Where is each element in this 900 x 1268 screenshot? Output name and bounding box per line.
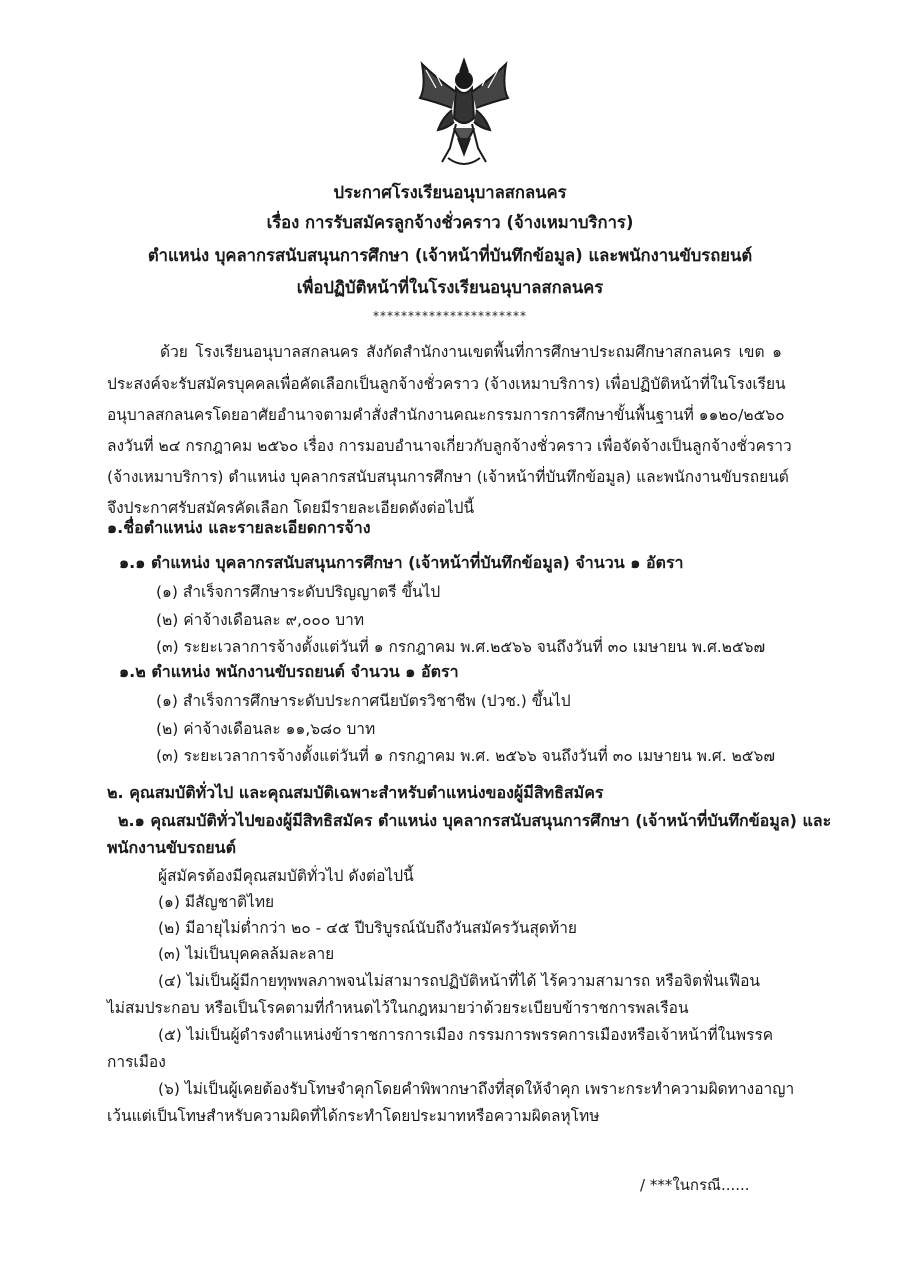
section-2-heading: ๒. คุณสมบัติทั่วไป และคุณสมบัติเฉพาะสำหรับตำแหน่งของผู้มีสิทธิสมัคร <box>107 783 604 802</box>
intro-line-4: ลงวันที่ ๒๔ กรกฎาคม ๒๕๖๐ เรื่อง การมอบอำนาจเกี่ยวกับลูกจ้างชั่วคราว เพื่อจัดจ้างเป็นลูกจ้างชั่วคราว <box>107 437 792 455</box>
position-2-item-3: (๓) ระยะเวลาการจ้างตั้งแต่วันที่ ๑ กรกฎาคม พ.ศ. ๒๕๖๖ จนถึงวันที่ ๓๐ เมษายน พ.ศ. ๒๕๖๗ <box>156 747 776 765</box>
qualification-4-line-2: ไม่สมประกอบ หรือเป็นโรคตามที่กำหนดไว้ในกฎหมายว่าด้วยระเบียบข้าราชการพลเรือน <box>107 999 689 1017</box>
qualification-5-line-2: การเมือง <box>107 1053 166 1071</box>
header-line-1: ประกาศโรงเรียนอนุบาลสกลนคร <box>333 183 567 202</box>
qualification-2: (๒) มีอายุไม่ต่ำกว่า ๒๐ - ๔๕ ปีบริบูรณ์นับถึงวันสมัครวันสุดท้าย <box>158 919 577 937</box>
section-2-1-title-line-2: พนักงานขับรถยนต์ <box>107 838 236 857</box>
position-1-item-3: (๓) ระยะเวลาการจ้างตั้งแต่วันที่ ๑ กรกฎาคม พ.ศ.๒๕๖๖ จนถึงวันที่ ๓๐ เมษายน พ.ศ.๒๕๖๗ <box>156 638 766 656</box>
intro-line-6: จึงประกาศรับสมัครคัดเลือก โดยมีรายละเอียดดังต่อไปนี้ <box>107 499 475 517</box>
intro-line-5: (จ้างเหมาบริการ) ตำแหน่ง บุคลากรสนับสนุนการศึกษา (เจ้าหน้าที่บันทึกข้อมูล) และพนักงานขับรถยนต์ <box>107 468 789 486</box>
header-line-3: ตำแหน่ง บุคลากรสนับสนุนการศึกษา (เจ้าหน้าที่บันทึกข้อมูล) และพนักงานขับรถยนต์ <box>147 246 753 265</box>
position-2-title: ๑.๒ ตำแหน่ง พนักงานขับรถยนต์ จำนวน ๑ อัตรา <box>119 662 459 681</box>
intro-line-2: ประสงค์จะรับสมัครบุคคลเพื่อคัดเลือกเป็นลูกจ้างชั่วคราว (จ้างเหมาบริการ) เพื่อปฏิบัติหน้าที่ในโรงเรียน <box>107 375 786 393</box>
qualification-6-line-1: (๖) ไม่เป็นผู้เคยต้องรับโทษจำคุกโดยคำพิพากษาถึงที่สุดให้จำคุก เพราะกระทำความผิดทางอาญา <box>158 1080 795 1098</box>
position-2-item-1: (๑) สำเร็จการศึกษาระดับประกาศนียบัตรวิชาชีพ (ปวช.) ขึ้นไป <box>156 692 571 710</box>
qualification-1: (๑) มีสัญชาติไทย <box>158 893 275 911</box>
header-line-2: เรื่อง การรับสมัครลูกจ้างชั่วคราว (จ้างเหมาบริการ) <box>266 213 634 232</box>
position-1-item-2: (๒) ค่าจ้างเดือนละ ๙,๐๐๐ บาท <box>156 611 365 629</box>
intro-line-1: ด้วย โรงเรียนอนุบาลสกลนคร สังกัดสำนักงานเขตพื้นที่การศึกษาประถมศึกษาสกลนคร เขต ๑ <box>160 343 782 361</box>
qualification-4-line-1: (๔) ไม่เป็นผู้มีกายทุพพลภาพจนไม่สามารถปฏิบัติหน้าที่ได้ ไร้ความสามารถ หรือจิตฟั่นเฟือน <box>158 972 760 990</box>
position-1-item-1: (๑) สำเร็จการศึกษาระดับปริญญาตรี ขึ้นไป <box>156 583 441 601</box>
qualification-5-line-1: (๕) ไม่เป็นผู้ดำรงตำแหน่งข้าราชการการเมือง กรรมการพรรคการเมืองหรือเจ้าหน้าที่ในพรรค <box>158 1026 774 1044</box>
position-1-title: ๑.๑ ตำแหน่ง บุคลากรสนับสนุนการศึกษา (เจ้าหน้าที่บันทึกข้อมูล) จำนวน ๑ อัตรา <box>119 553 684 572</box>
header-line-4: เพื่อปฏิบัติหน้าที่ในโรงเรียนอนุบาลสกลนคร <box>296 278 604 297</box>
header-separator: ********************** <box>373 309 527 323</box>
continuation-note: / ***ในกรณี...... <box>640 1176 750 1194</box>
position-2-item-2: (๒) ค่าจ้างเดือนละ ๑๑,๖๘๐ บาท <box>156 720 376 738</box>
qualification-3: (๓) ไม่เป็นบุคคลล้มละลาย <box>158 945 335 963</box>
section-1-heading: ๑.ชื่อตำแหน่ง และรายละเอียดการจ้าง <box>107 518 371 537</box>
section-2-1-title-line-1: ๒.๑ คุณสมบัติทั่วไปของผู้มีสิทธิสมัคร ตำแหน่ง บุคลากรสนับสนุนการศึกษา (เจ้าหน้าที่บันทึกข้อมูล) และ <box>118 811 832 830</box>
qualification-lead: ผู้สมัครต้องมีคุณสมบัติทั่วไป ดังต่อไปนี้ <box>158 867 414 885</box>
qualification-6-line-2: เว้นแต่เป็นโทษสำหรับความผิดที่ได้กระทำโดยประมาทหรือความผิดลหุโทษ <box>107 1107 600 1125</box>
garuda-emblem-icon <box>412 58 516 170</box>
intro-line-3: อนุบาลสกลนครโดยอาศัยอำนาจตามคำสั่งสำนักงานคณะกรรมการการศึกษาขั้นพื้นฐานที่ ๑๑๒๐/๒๕๖๐ <box>107 406 785 424</box>
